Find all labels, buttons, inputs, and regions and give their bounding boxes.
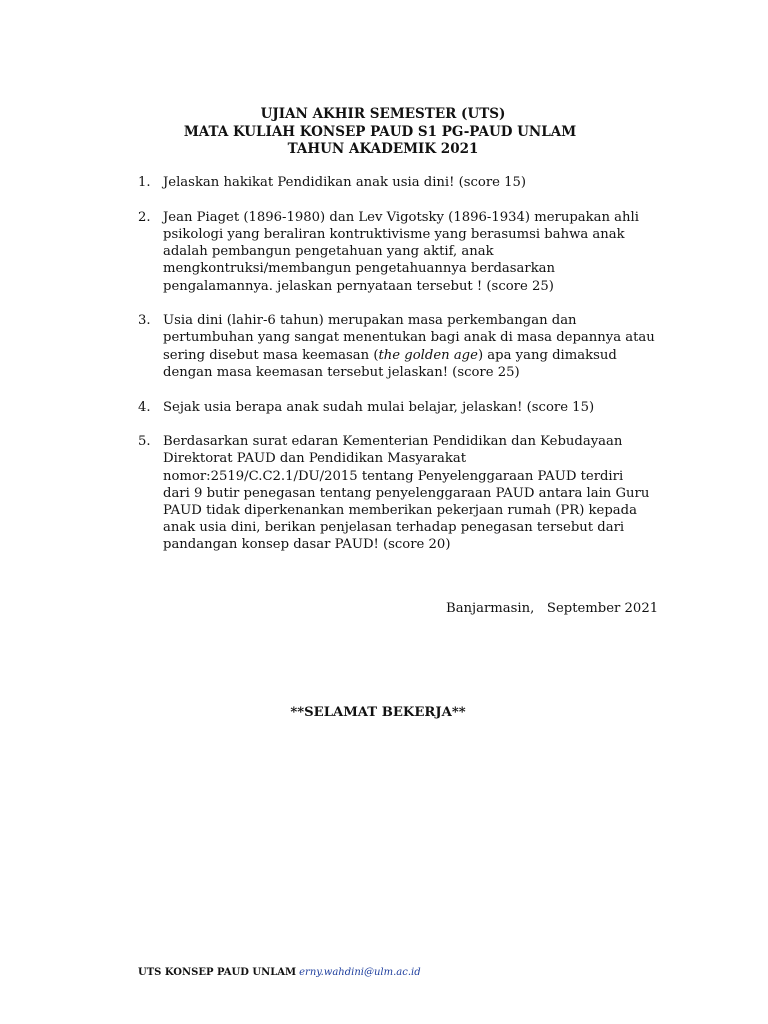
question-line: Direktorat PAUD dan Pendidikan Masyarakat [163,451,467,467]
question-item-5 [138,433,658,553]
academic-year: TAHUN AKADEMIK 2021 [287,141,479,157]
course-title: MATA KULIAH KONSEP PAUD S1 PG-PAUD UNLAM [183,123,577,140]
question-line: psikologi yang beraliran kontruktivisme yang berasumsi bahwa anak [163,226,625,242]
question-number: 4. [138,399,151,415]
question-line [163,347,658,364]
question-line: adalah pembangun pengetahuan yang aktif, anak [163,244,494,260]
question-number: 2. [138,209,151,225]
question-line: anak usia dini, berikan penjelasan terhadap penegasan tersebut dari [163,520,625,536]
question-item-4 [138,399,658,416]
question-number: 5. [138,434,151,450]
question-line-part: sering disebut masa keemasan ( [163,347,379,363]
question-line: Sejak usia berapa anak sudah mulai belajar, jelaskan! (score 15) [163,399,595,415]
question-line: dengan masa keemasan tersebut jelaskan! (score 25) [163,364,520,380]
question-text [163,312,658,381]
question-line: pengalamannya. jelaskan pernyataan tersebut ! (score 25) [163,278,554,294]
exam-header [0,106,768,159]
question-line: Usia dini (lahir-6 tahun) merupakan masa perkembangan dan [163,313,577,329]
question-line: Jean Piaget (1896-1980) dan Lev Vigotsky (1896-1934) merupakan ahli [163,209,639,225]
place-and-date: Banjarmasin, September 2021 [446,601,659,616]
question-list [138,174,658,571]
exam-title: UJIAN AKHIR SEMESTER (UTS) [260,106,506,122]
question-text [163,174,658,191]
footer-label: UTS KONSEP PAUD UNLAM [138,967,297,978]
question-item-1 [138,174,658,191]
question-number: 3. [138,313,151,329]
question-line: pandangan konsep dasar PAUD! (score 20) [163,537,451,553]
question-line: Berdasarkan surat edaran Kementerian Pendidikan dan Kebudayaan [163,434,623,450]
question-line: nomor:2519/C.C2.1/DU/2015 tentang Penyelenggaraan PAUD terdiri [163,468,624,484]
question-line: PAUD tidak diperkenankan memberikan pekerjaan rumah (PR) kepada [163,503,637,519]
question-text [163,433,658,553]
question-line: mengkontruksi/membangun pengetahuannya berdasarkan [163,261,556,277]
question-line: Jelaskan hakikat Pendidikan anak usia dini! (score 15) [163,175,527,190]
footer-email-link[interactable]: erny.wahdini@ulm.ac.id [299,967,421,978]
question-item-2 [138,209,658,295]
question-line: dari 9 butir penegasan tentang penyelenggaraan PAUD antara lain Guru [163,485,650,501]
closing-message: **SELAMAT BEKERJA** [290,705,466,720]
question-line: pertumbuhan yang sangat menentukan bagi anak di masa depannya atau [163,330,655,346]
question-text [163,209,658,295]
question-number: 1. [138,175,151,190]
page-footer [138,967,421,979]
golden-age-term: the golden age [378,347,478,363]
question-item-3 [138,312,658,381]
question-text [163,399,658,416]
question-line-part: ) apa yang dimaksud [477,347,617,363]
